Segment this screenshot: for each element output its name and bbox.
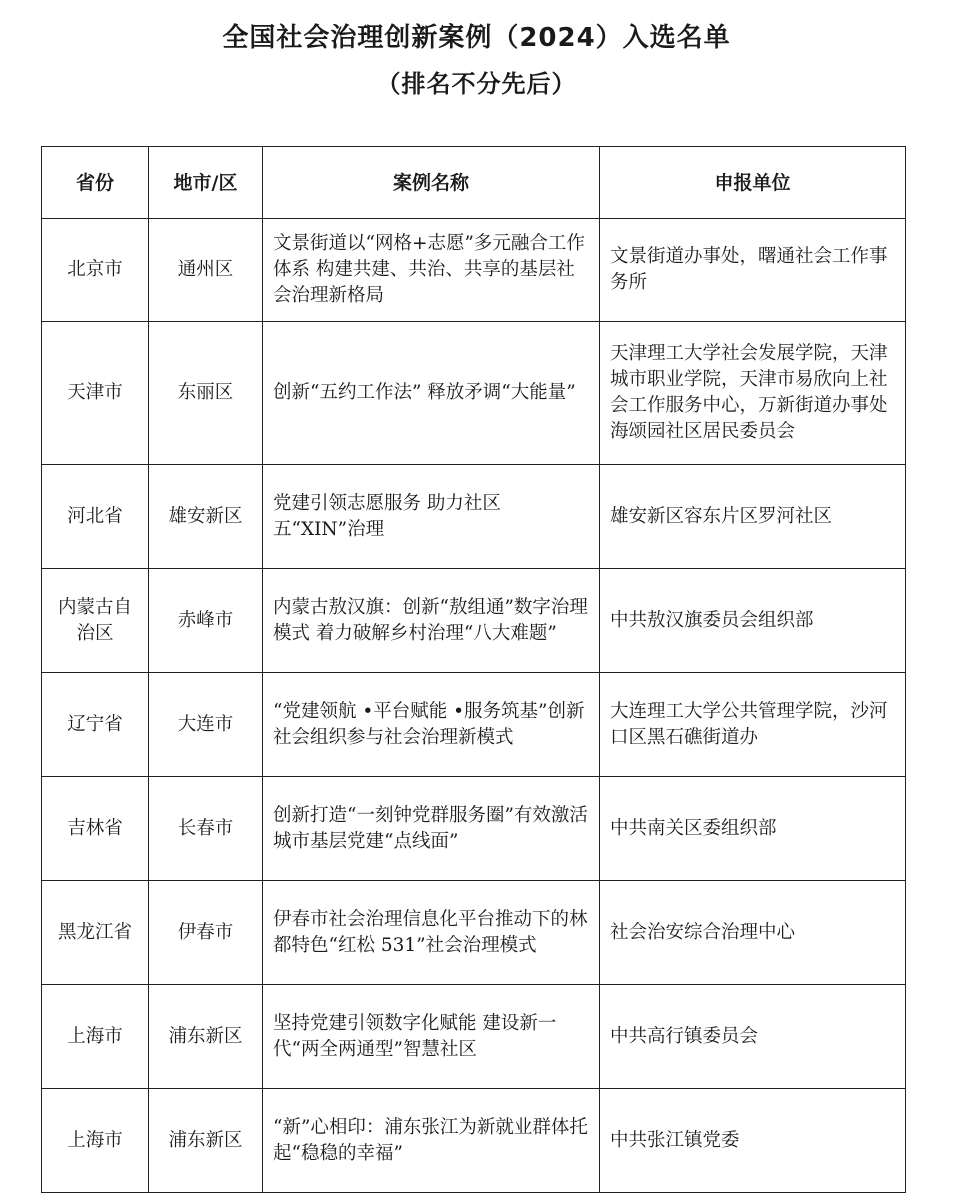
case-name-cell: 伊春市社会治理信息化平台推动下的林都特色“红松 531”社会治理模式 [263,881,600,985]
case-name-cell: 创新打造“一刻钟党群服务圈”有效激活城市基层党建“点线面” [263,777,600,881]
header-city: 地市/区 [149,147,263,219]
province-cell: 吉林省 [42,777,149,881]
document-subtitle: （排名不分先后） [376,70,577,98]
city-cell: 雄安新区 [149,465,263,569]
document-title: 全国社会治理创新案例（2024）入选名单 [222,23,731,53]
applicant-cell: 中共张江镇党委 [600,1089,906,1193]
applicant-cell: 文景街道办事处，曙通社会工作事务所 [600,219,906,322]
city-cell: 赤峰市 [149,569,263,673]
case-name-cell: 党建引领志愿服务 助力社区五“XIN”治理 [263,465,600,569]
province-cell: 黑龙江省 [42,881,149,985]
city-cell: 通州区 [149,219,263,322]
case-name-cell: 内蒙古敖汉旗：创新“敖组通”数字治理模式 着力破解乡村治理“八大难题” [263,569,600,673]
table-header-row [42,147,906,219]
table-row [42,322,906,465]
province-cell: 天津市 [42,322,149,465]
table-row [42,985,906,1089]
city-cell: 大连市 [149,673,263,777]
applicant-cell: 中共敖汉旗委员会组织部 [600,569,906,673]
applicant-cell: 天津理工大学社会发展学院，天津城市职业学院，天津市易欣向上社会工作服务中心，万新街道办事处海颂园社区居民委员会 [600,322,906,465]
case-name-cell: “新”心相印：浦东张江为新就业群体托起“稳稳的幸福” [263,1089,600,1193]
header-province: 省份 [42,147,149,219]
applicant-cell: 中共南关区委组织部 [600,777,906,881]
province-cell: 河北省 [42,465,149,569]
city-cell: 浦东新区 [149,985,263,1089]
case-name-cell: 坚持党建引领数字化赋能 建设新一代“两全两通型”智慧社区 [263,985,600,1089]
table-row [42,673,906,777]
city-cell: 浦东新区 [149,1089,263,1193]
applicant-cell: 大连理工大学公共管理学院，沙河口区黑石礁街道办 [600,673,906,777]
case-name-cell: “党建领航 •平台赋能 •服务筑基”创新社会组织参与社会治理新模式 [263,673,600,777]
case-name-cell: 创新“五约工作法” 释放矛调“大能量” [263,322,600,465]
cases-table [41,146,906,1193]
province-cell: 上海市 [42,1089,149,1193]
table-row [42,465,906,569]
case-name-cell: 文景街道以“网格+志愿”多元融合工作体系 构建共建、共治、共享的基层社会治理新格局 [263,219,600,322]
province-cell: 内蒙古自治区 [42,569,149,673]
city-cell: 伊春市 [149,881,263,985]
table-row [42,777,906,881]
header-applicant: 申报单位 [600,147,906,219]
table-row [42,219,906,322]
table-row [42,569,906,673]
city-cell: 东丽区 [149,322,263,465]
province-cell: 北京市 [42,219,149,322]
applicant-cell: 中共高行镇委员会 [600,985,906,1089]
header-case-name: 案例名称 [263,147,600,219]
province-cell: 辽宁省 [42,673,149,777]
table-row [42,881,906,985]
applicant-cell: 雄安新区容东片区罗河社区 [600,465,906,569]
table-row [42,1089,906,1193]
province-cell: 上海市 [42,985,149,1089]
applicant-cell: 社会治安综合治理中心 [600,881,906,985]
city-cell: 长春市 [149,777,263,881]
